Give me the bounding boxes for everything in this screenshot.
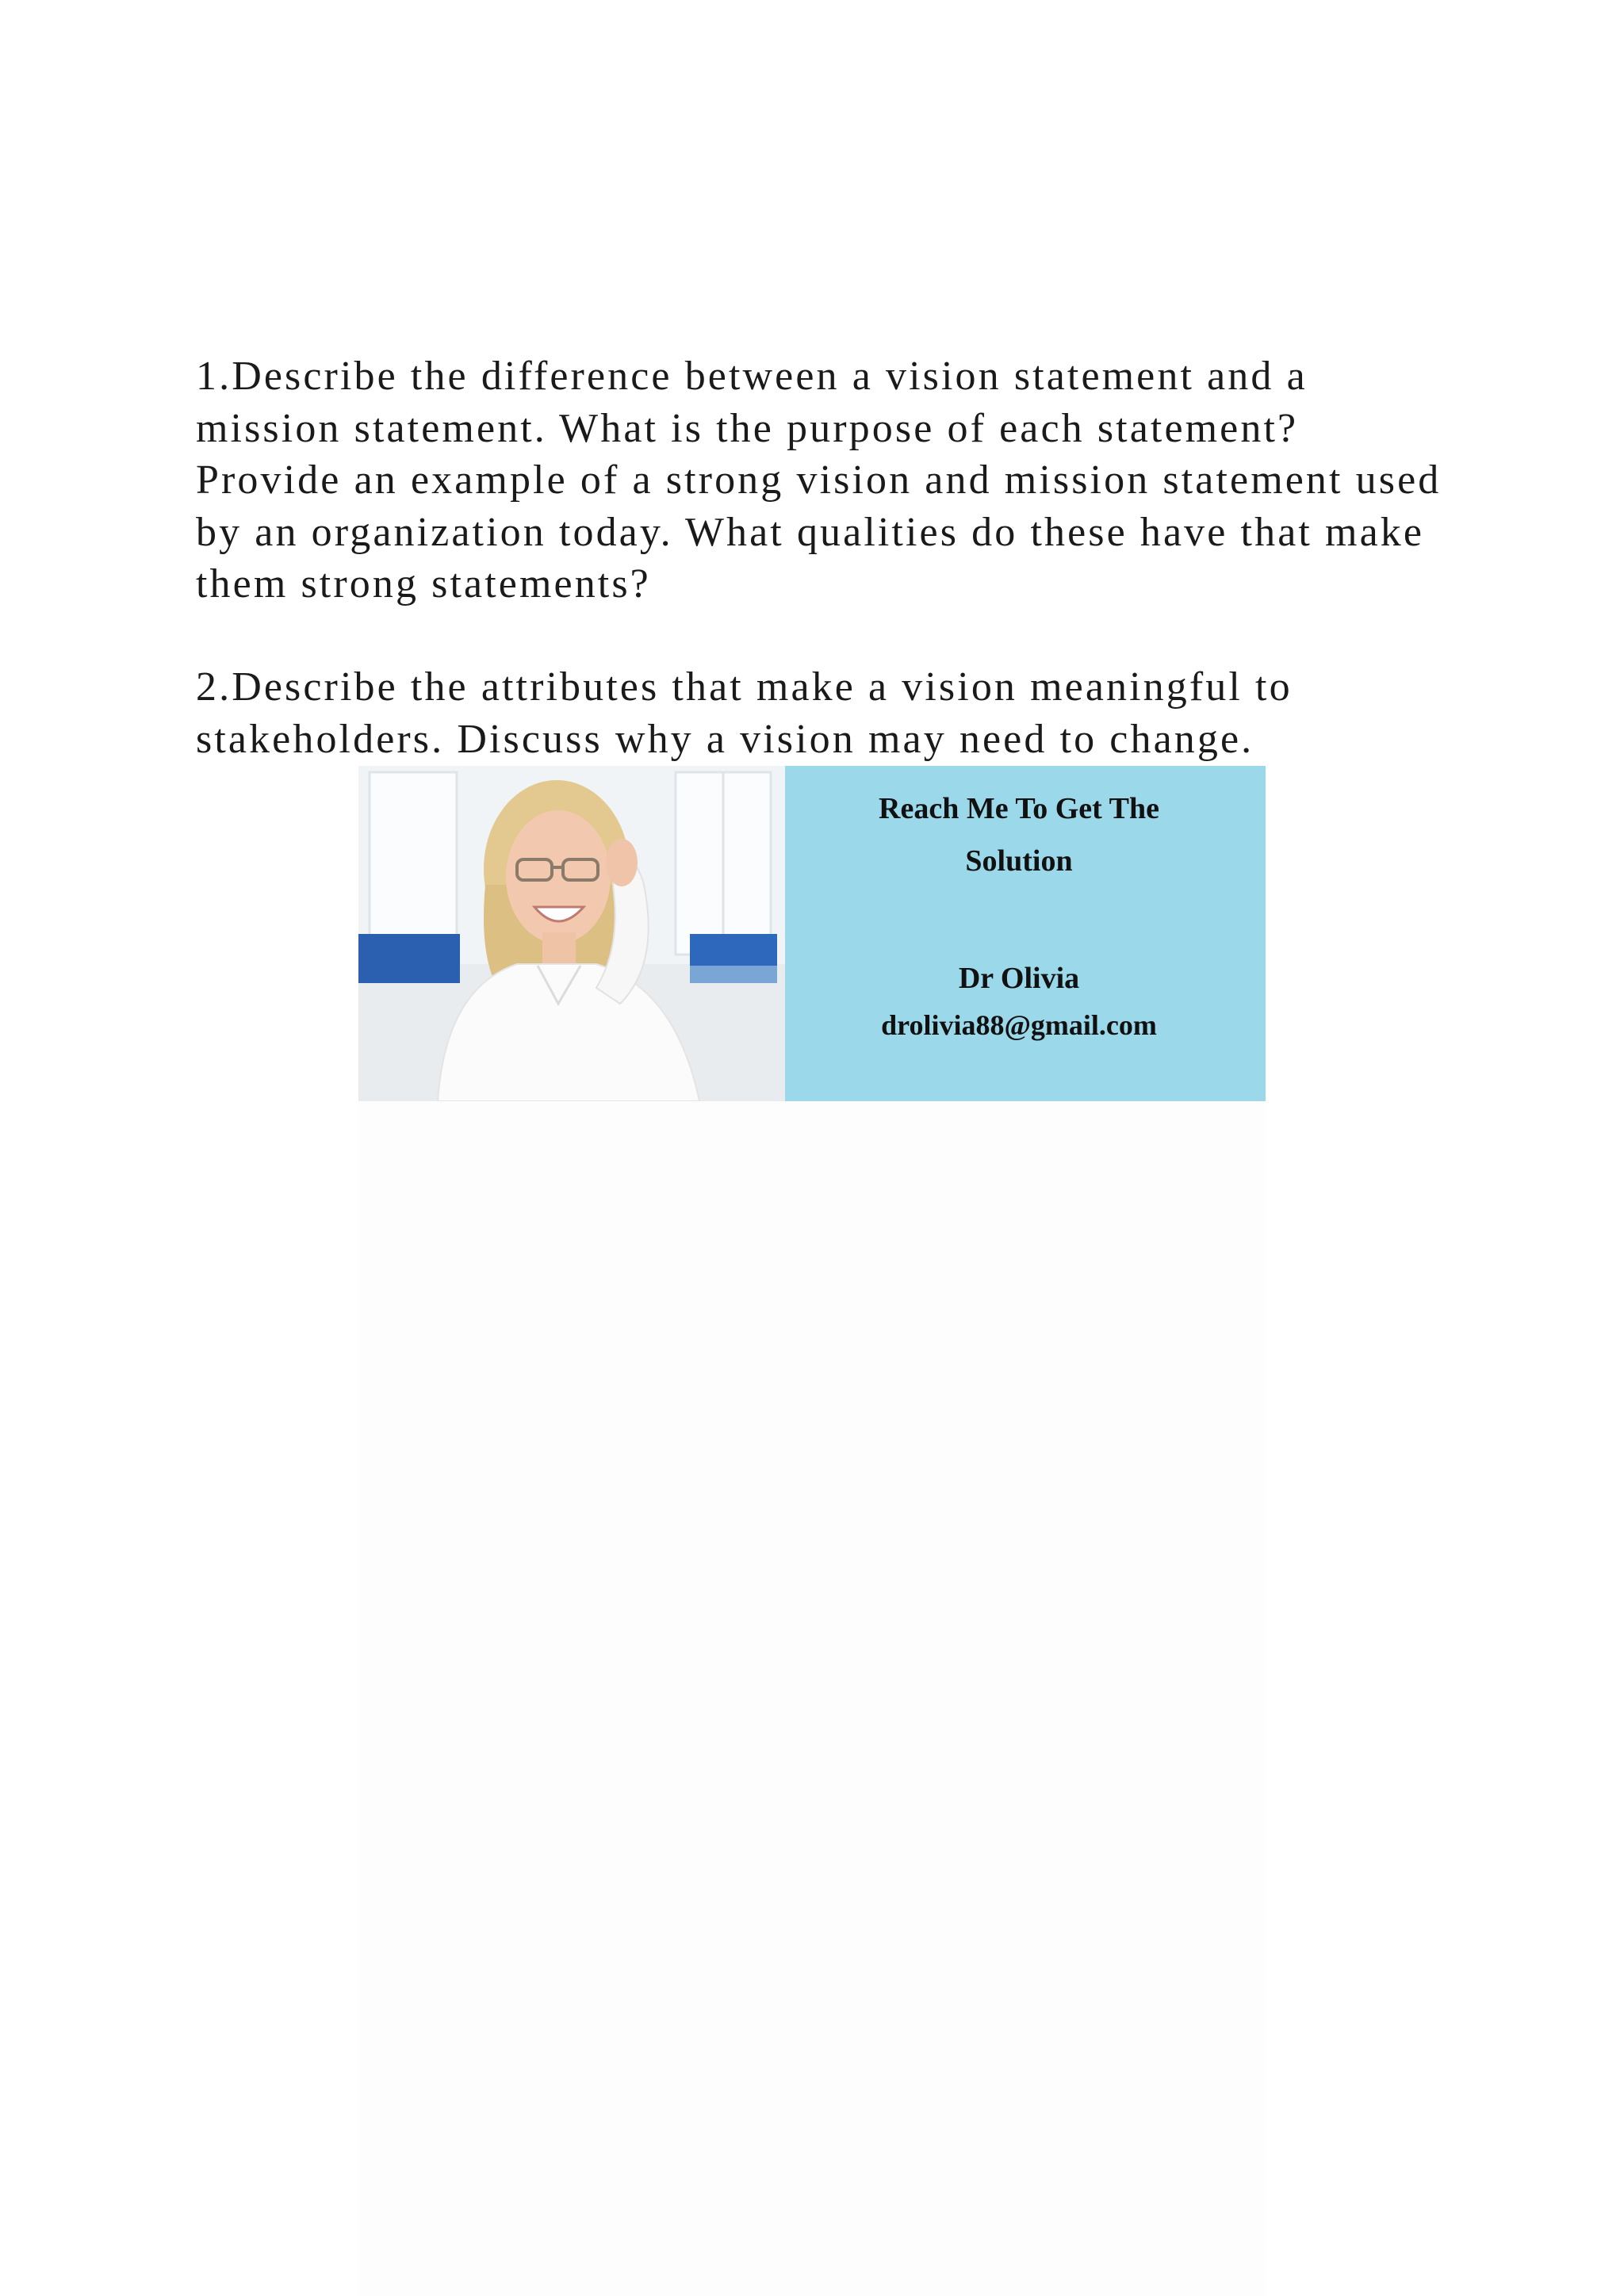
contact-email: drolivia88@gmail.com <box>881 1009 1157 1041</box>
page-shading <box>358 1102 1266 2296</box>
banner-heading-line-2: Solution <box>965 844 1073 878</box>
contact-banner <box>358 766 1266 1101</box>
contact-info-panel <box>785 766 1266 1101</box>
woman-with-glasses-photo <box>358 766 785 1101</box>
banner-heading-line-1: Reach Me To Get The <box>879 792 1159 825</box>
question-2: 2.Describe the attributes that make a vision meaningful to stakeholders. Discuss why a vision may need to change. <box>196 664 1293 762</box>
question-1: 1.Describe the difference between a vision statement and a mission statement. What is the purpose of each statement? Provide an example of a strong vision and mission statement used by an organization today. What qualities do these have that make them strong statements? <box>196 354 1442 607</box>
contact-name: Dr Olivia <box>958 962 1080 995</box>
